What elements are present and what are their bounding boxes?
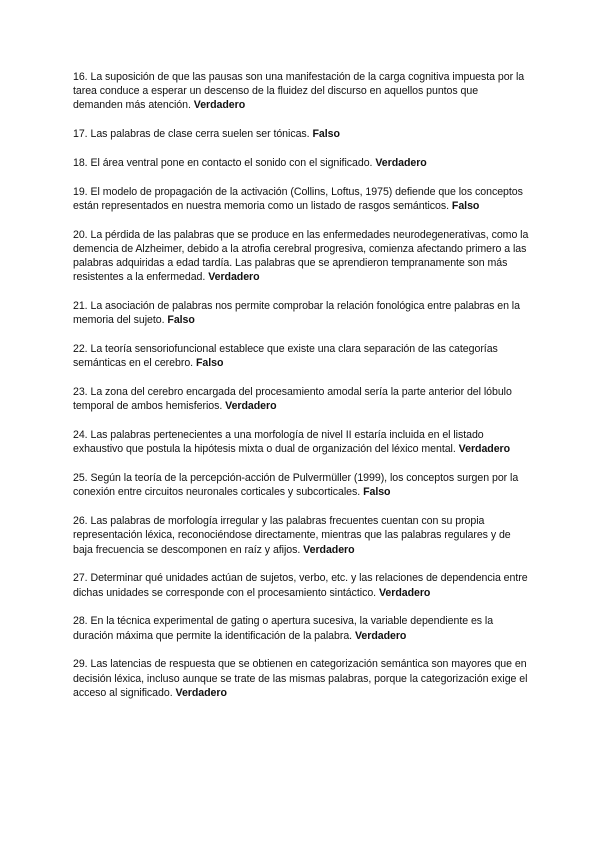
- statement-number: 19.: [73, 185, 88, 198]
- statement-answer: Verdadero: [375, 157, 427, 169]
- statement-number: 23.: [73, 386, 88, 399]
- statement-text: El modelo de propagación de la activación (Collins, Loftus, 1975) defiende que los conceptos están representados en nuestra memoria como un listado de rasgos semánticos.: [73, 185, 523, 212]
- statement-text: Las palabras de clase cerra suelen ser tónicas.: [90, 128, 310, 141]
- statement-number: 17.: [73, 128, 88, 141]
- statement-19: [73, 185, 530, 213]
- statement-17: [73, 127, 530, 141]
- statement-number: 28.: [73, 615, 88, 628]
- statement-number: 16.: [73, 71, 88, 83]
- statement-text: La teoría sensoriofuncional establece que existe una clara separación de las categorías semánticas en el cerebro.: [73, 343, 498, 370]
- statement-number: 22.: [73, 343, 88, 356]
- statement-answer: Verdadero: [193, 99, 246, 112]
- statement-text: Las latencias de respuesta que se obtienen en categorización semántica son mayores que en decisión léxica, incluso aunque se trate de las mismas palabras, porque la categorización exige el acceso al significado.: [73, 658, 528, 699]
- statement-29: [73, 657, 530, 700]
- statement-20: [73, 228, 530, 285]
- statement-answer: Verdadero: [175, 686, 227, 699]
- statement-answer: Verdadero: [378, 586, 431, 599]
- statement-text: En la técnica experimental de gating o apertura sucesiva, la variable dependiente es la duración máxima que permite la identificación de la palabra.: [73, 615, 494, 642]
- statement-answer: Falso: [167, 314, 195, 327]
- statement-answer: Verdadero: [303, 543, 355, 556]
- statement-27: [73, 571, 530, 599]
- statement-16: [73, 70, 530, 113]
- statement-number: 18.: [73, 157, 88, 169]
- statement-number: 20.: [73, 228, 88, 241]
- statement-answer: Falso: [312, 128, 340, 141]
- statement-text: Las palabras de morfología irregular y las palabras frecuentes cuentan con su propia representación léxica, reconociéndose directamente, mientras que las palabras regulares y de baja frecuencia se descomponen en raíz y afijos.: [73, 515, 511, 556]
- statement-number: 24.: [73, 429, 88, 442]
- statement-18: [73, 156, 530, 170]
- statement-text: Según la teoría de la percepción-acción de Pulvermüller (1999), los conceptos surgen por la conexión entre circuitos neuronales corticales y subcorticales.: [73, 472, 519, 499]
- statement-21: [73, 299, 530, 327]
- statement-23: [73, 385, 530, 413]
- statement-25: [73, 471, 530, 499]
- statement-text: La pérdida de las palabras que se produce en las enfermedades neurodegenerativas, como la demencia de Alzheimer, debido a la atrofia cerebral progresiva, comienza afectando primero a las palabras adquiridas a edad tardía. Las palabras que se aprendieron tempranamente son más resistentes a la enfermedad.: [73, 228, 529, 284]
- statement-answer: Falso: [363, 486, 391, 499]
- statement-number: 29.: [73, 658, 88, 671]
- statement-number: 21.: [73, 300, 88, 313]
- statement-text: Las palabras pertenecientes a una morfología de nivel II estaría incluida en el listado exhaustivo que postula la hipótesis mixta o dual de organización del léxico mental.: [73, 429, 484, 456]
- statement-number: 27.: [73, 572, 88, 585]
- statement-answer: Falso: [195, 357, 224, 370]
- statement-text: La zona del cerebro encargada del procesamiento amodal sería la parte anterior del lóbulo temporal de ambos hemisferios.: [73, 386, 512, 413]
- statement-number: 26.: [73, 515, 88, 528]
- statement-28: [73, 614, 530, 642]
- statement-24: [73, 428, 530, 456]
- statement-26: [73, 514, 530, 557]
- statement-answer: Verdadero: [208, 271, 260, 284]
- statement-answer: Verdadero: [225, 400, 277, 413]
- statement-text: La asociación de palabras nos permite comprobar la relación fonológica entre palabras en la memoria del sujeto.: [73, 300, 520, 327]
- statement-text: El área ventral pone en contacto el sonido con el significado.: [90, 157, 373, 169]
- statement-22: [73, 342, 530, 370]
- statement-text: Determinar qué unidades actúan de sujetos, verbo, etc. y las relaciones de dependencia entre dichas unidades se corresponde con el procesamiento sintáctico.: [73, 572, 528, 599]
- statement-number: 25.: [73, 472, 88, 485]
- statement-answer: Falso: [451, 200, 480, 212]
- statement-answer: Verdadero: [458, 443, 511, 456]
- statement-answer: Verdadero: [354, 629, 407, 642]
- statement-text: La suposición de que las pausas son una manifestación de la carga cognitiva impuesta por la tarea conduce a esperar un descenso de la fluidez del discurso en aquellos puntos que demanden más atención.: [73, 71, 525, 112]
